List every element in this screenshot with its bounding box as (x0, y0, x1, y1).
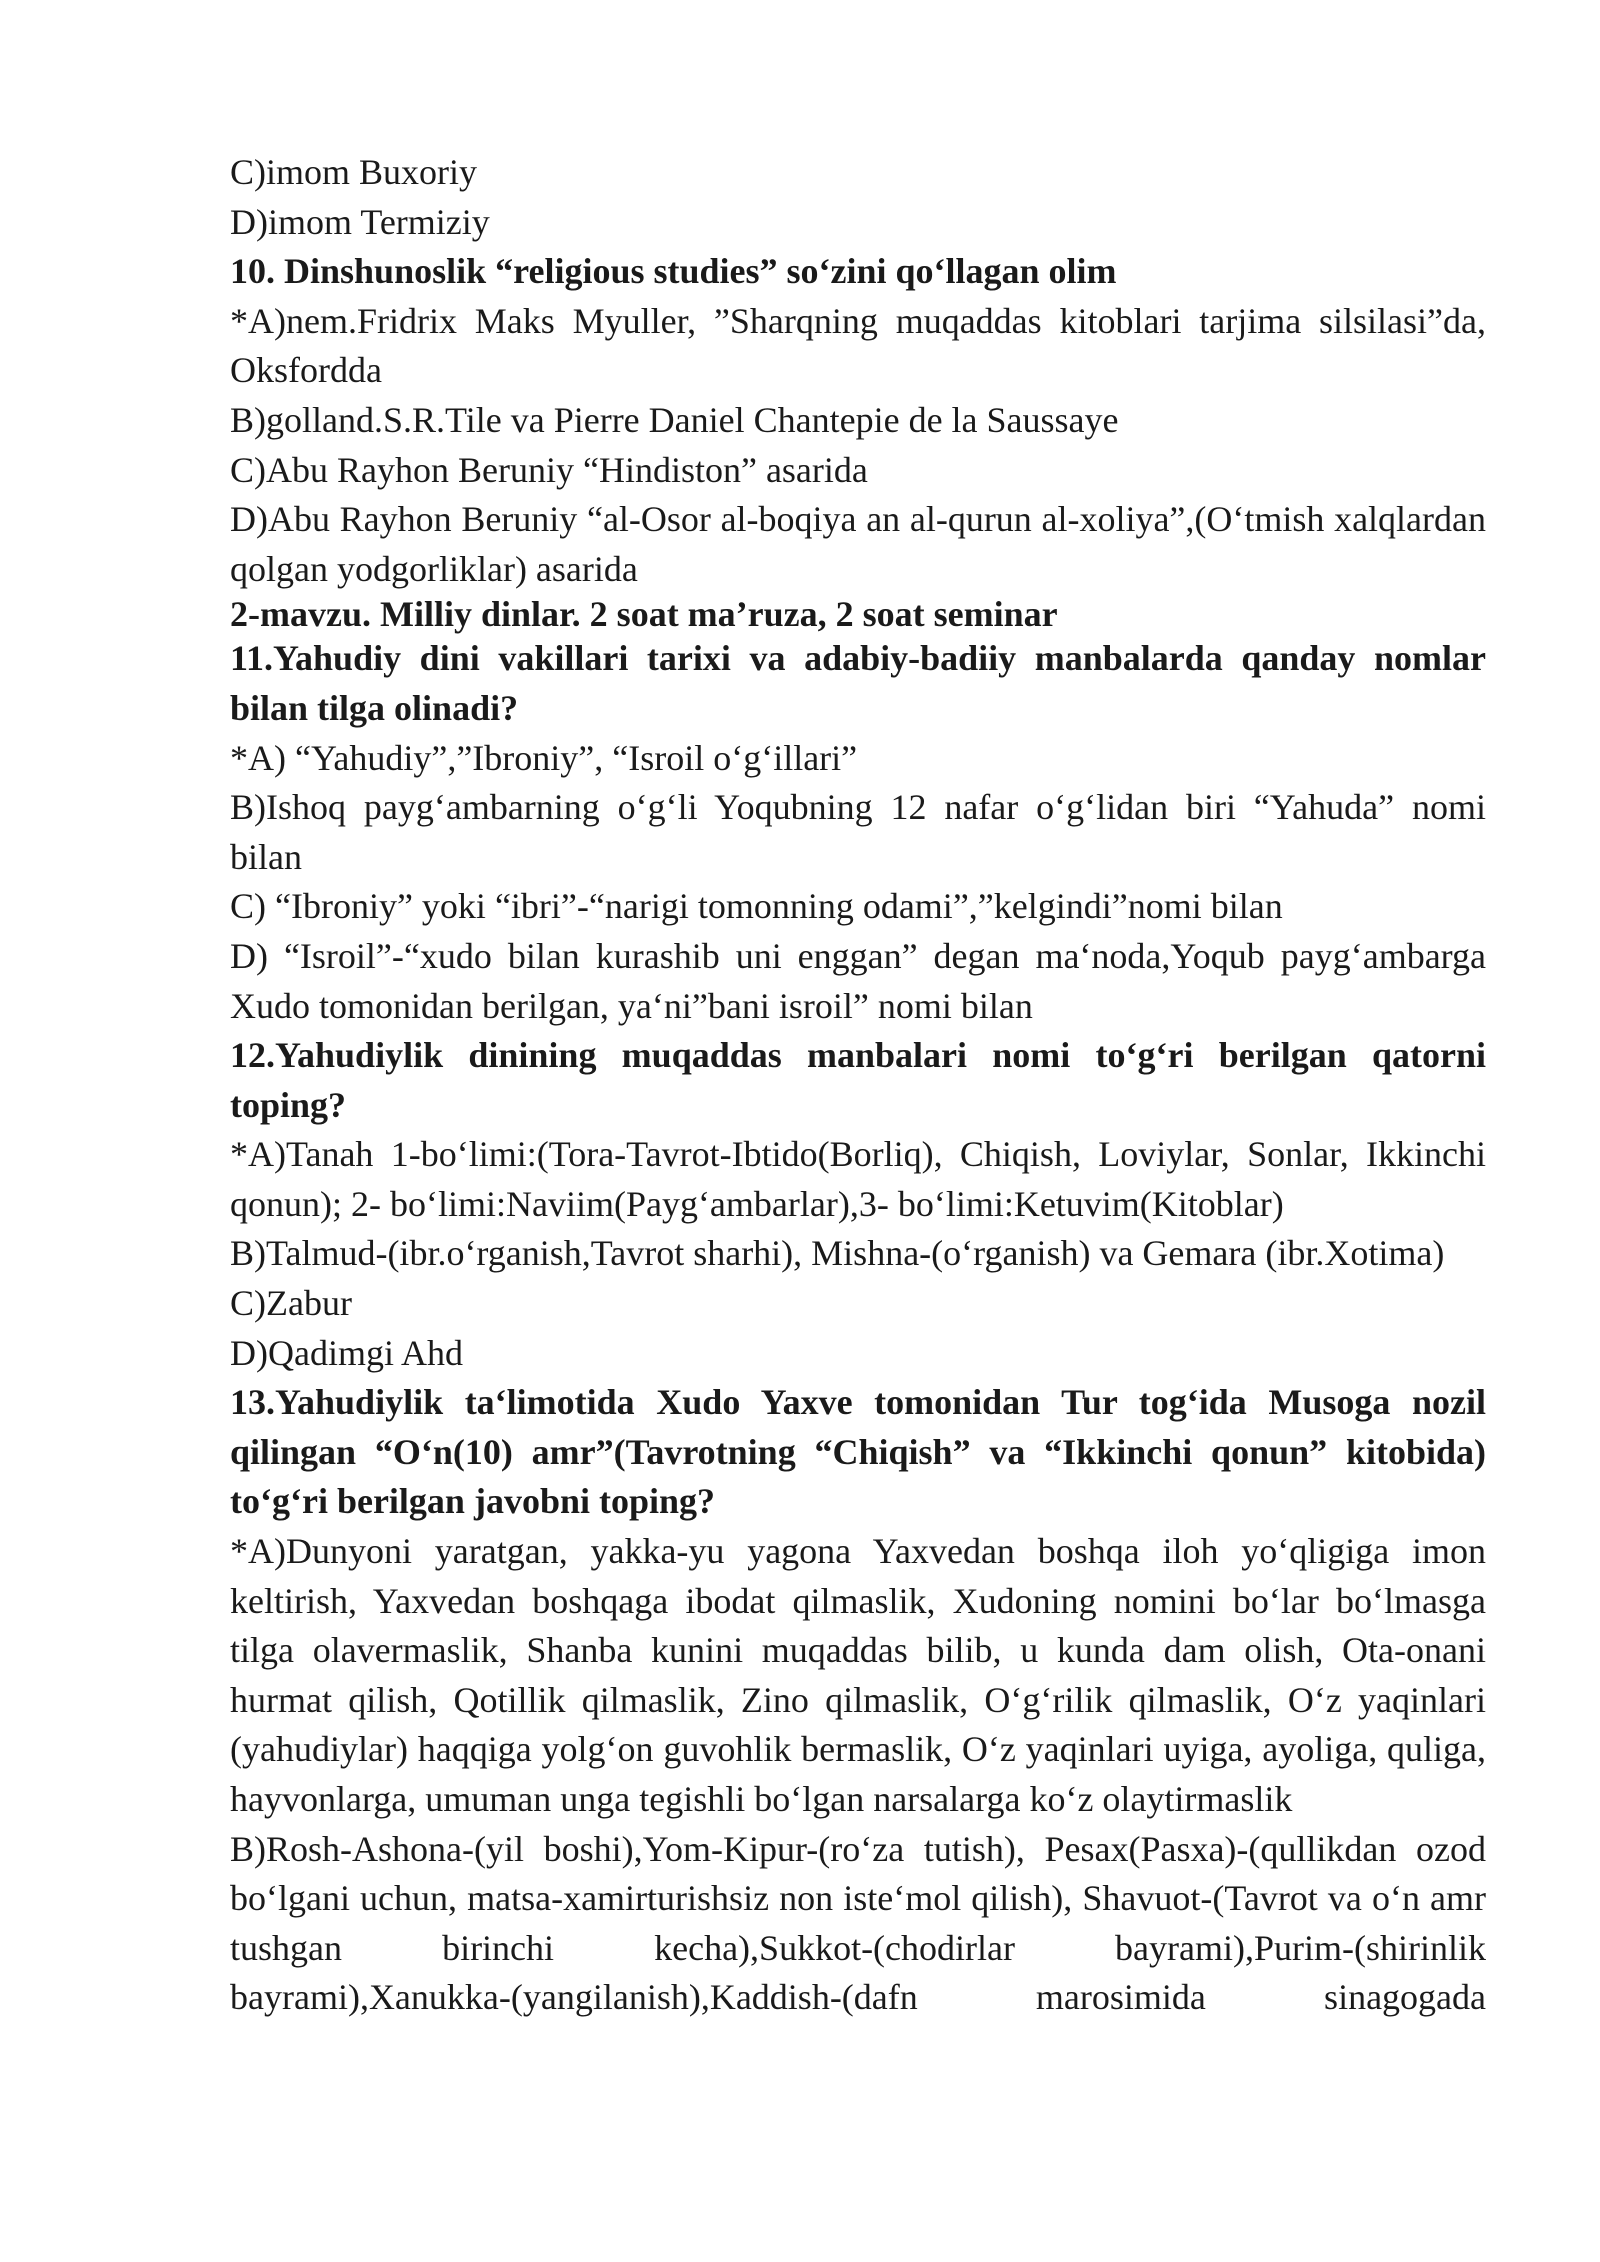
topic-heading: 2-mavzu. Milliy dinlar. 2 soat ma’ruza, 2 soat seminar (230, 594, 1058, 635)
answer-option: C)Abu Rayhon Beruniy “Hindiston” asarida (230, 449, 868, 490)
answer-option: B)Rosh-Ashona-(yil boshi),Yom-Kipur-(ro‘za tutish), Pesax(Pasxa)-(qullikdan ozod bo‘lgani uchun, matsa-xamirturishsiz non iste‘mol qilish), Shavuot-(Tavrot va o‘n amr tushgan birinchi kecha),Sukkot-(chodirlar bayrami),Purim-(shirinlik bayrami),Xanukka-(yangilanish),Kaddish-(dafn marosimida sinagogada (230, 1828, 1486, 2018)
question-13: 13.Yahudiylik ta‘limotida Xudo Yaxve tomonidan Tur tog‘ida Musoga nozil qilingan “O‘n(10) amr”(Tavrotning “Chiqish” va “Ikkinchi qonun” kitobida) to‘g‘ri berilgan javobni toping? (230, 1382, 1486, 1522)
answer-option: D)Qadimgi Ahd (230, 1332, 463, 1373)
answer-option: D)Abu Rayhon Beruniy “al-Osor al-boqiya an al-qurun al-xoliya”,(O‘tmish xalqlardan qolgan yodgorliklar) asarida (230, 499, 1486, 589)
question-12: 12.Yahudiylik dinining muqaddas manbalari nomi to‘g‘ri berilgan qatorni toping? (230, 1035, 1486, 1125)
answer-option: C)Zabur (230, 1283, 352, 1324)
answer-option: *A)nem.Fridrix Maks Myuller, ”Sharqning muqaddas kitoblari tarjima silsilasi”da, Oksfordda (230, 300, 1486, 391)
document-text (230, 148, 1486, 2023)
answer-option: *A)Tanah 1-bo‘limi:(Tora-Tavrot-Ibtido(Borliq), Chiqish, Loviylar, Sonlar, Ikkinchi qonun); 2- bo‘limi:Naviim(Payg‘ambarlar),3- bo‘limi:Ketuvim(Kitoblar) (230, 1134, 1486, 1224)
answer-option: B)golland.S.R.Tile va Pierre Daniel Chantepie de la Saussaye (230, 399, 1119, 440)
question-10: 10. Dinshunoslik “religious studies” so‘zini qo‘llagan olim (230, 251, 1117, 292)
answer-option: B)Ishoq payg‘ambarning o‘g‘li Yoqubning 12 nafar o‘g‘lidan biri “Yahuda” nomi bilan (230, 787, 1486, 877)
answer-option: B)Talmud-(ibr.o‘rganish,Tavrot sharhi), Mishna-(o‘rganish) va Gemara (ibr.Xotima) (230, 1233, 1445, 1274)
answer-option: C) “Ibroniy” yoki “ibri”-“narigi tomonning odami”,”kelgindi”nomi bilan (230, 886, 1283, 927)
answer-option: *A) “Yahudiy”,”Ibroniy”, “Isroil o‘g‘illari” (230, 737, 858, 778)
answer-option: *A)Dunyoni yaratgan, yakka-yu yagona Yaxvedan boshqa iloh yo‘qligiga imon keltirish, Yaxvedan boshqaga ibodat qilmaslik, Xudoning nomini bo‘lar bo‘lmasga tilga olavermaslik, Shanba kunini muqaddas bilib, u kunda dam olish, Ota-onani hurmat qilish, Qotillik qilmaslik, Zino qilmaslik, O‘g‘rilik qilmaslik, O‘z yaqinlari (yahudiylar) haqqiga yolg‘on guvohlik bermaslik, O‘z yaqinlari uyiga, ayoliga, quliga, hayvonlarga, umuman unga tegishli bo‘lgan narsalarga ko‘z olaytirmaslik (230, 1531, 1486, 1819)
answer-option: D) “Isroil”-“xudo bilan kurashib uni enggan” degan ma‘noda,Yoqub payg‘ambarga Xudo tomonidan berilgan, ya‘ni”bani isroil” nomi bilan (230, 935, 1486, 1026)
question-11: 11.Yahudiy dini vakillari tarixi va adabiy-badiiy manbalarda qanday nomlar bilan tilga olinadi? (230, 638, 1486, 728)
answer-option: C)imom Buxoriy (230, 152, 478, 192)
answer-option: D)imom Termiziy (230, 201, 490, 242)
